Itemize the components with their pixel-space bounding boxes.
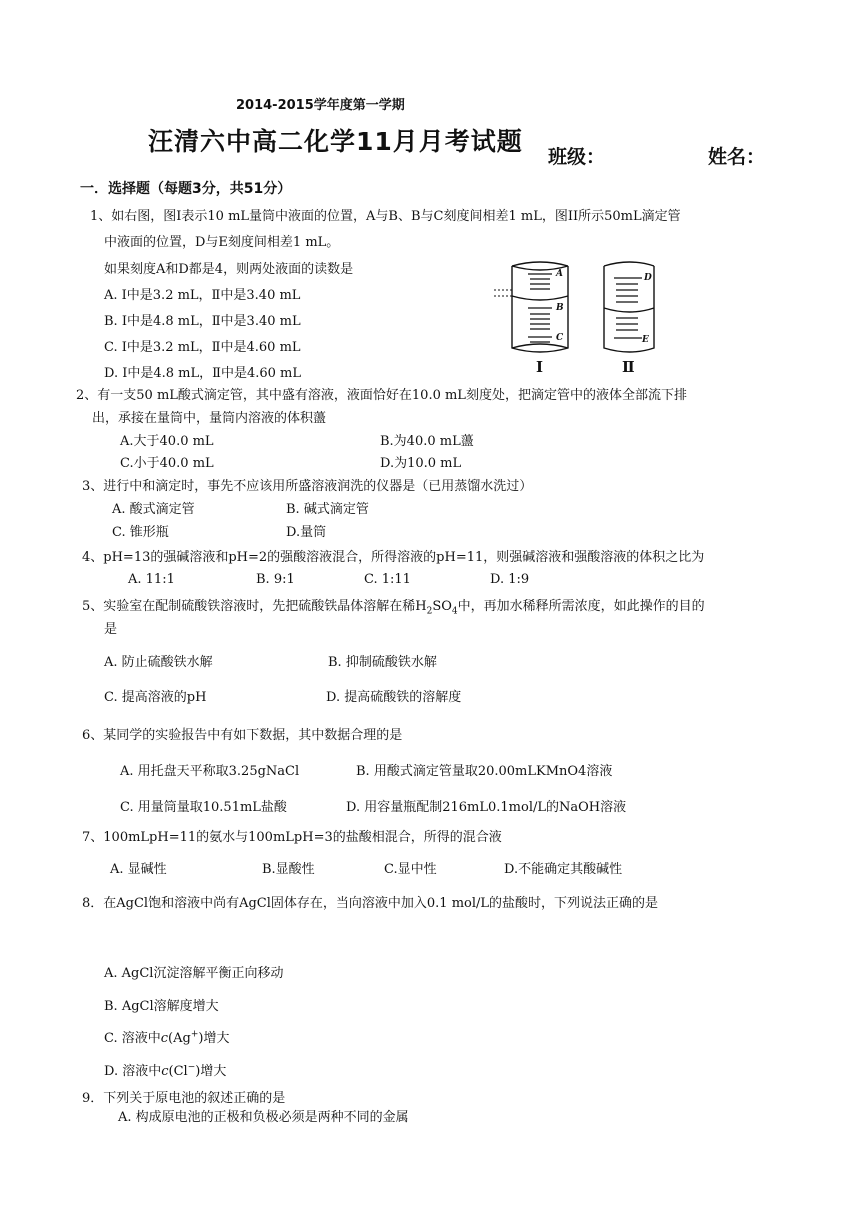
q2-stem-line1: 2、有一支50 mL酸式滴定管，其中盛有溶液，液面恰好在10.0 mL刻度处，把滴定管中的液体全部流下排	[76, 388, 687, 403]
exam-title: 汪清六中高二化学11月月考试题	[148, 127, 523, 156]
name-label: 姓名：	[708, 146, 766, 168]
q3-stem: 3、进行中和滴定时，事先不应该用所盛溶液润洗的仪器是（已用蒸馏水洗过）	[82, 479, 533, 494]
q6-option-a: A. 用托盘天平称取3.25gNaCl	[120, 764, 300, 779]
q7-option-a: A. 显碱性	[110, 862, 167, 877]
q3-option-c: C. 锥形瓶	[112, 525, 169, 540]
fig-label-e: E	[642, 335, 649, 345]
school-year: 2014-2015学年度第一学期	[236, 98, 405, 113]
q6-option-d: D. 用容量瓶配制216mL0.1mol/L的NaOH溶液	[346, 800, 627, 815]
q5-option-c: C. 提高溶液的pH	[104, 690, 207, 705]
q6-stem: 6、某同学的实验报告中有如下数据，其中数据合理的是	[82, 728, 403, 743]
q5-stem-line2: 是	[104, 622, 118, 637]
q3-option-a: A. 酸式滴定管	[112, 502, 195, 517]
q5-option-d: D. 提高硫酸铁的溶解度	[326, 690, 462, 705]
q1-stem-line1: 1、如右图，图Ⅰ表示10 mL量筒中液面的位置，A与B、B与C刻度间相差1 mL，图II所示50mL滴定管	[90, 209, 681, 224]
fig-label-ii: Ⅱ	[622, 358, 635, 376]
q1-option-b: B. Ⅰ中是4.8 mL，Ⅱ中是3.40 mL	[104, 314, 301, 329]
fig-label-b: B	[556, 303, 564, 313]
q4-option-c: C. 1:11	[364, 572, 411, 587]
q2-option-c: C.小于40.0 mL	[120, 456, 214, 471]
q2-option-d: D.为10.0 mL	[380, 456, 462, 471]
q2-option-b: B.为40.0 mL蘯	[380, 434, 474, 449]
q8-option-b: B. AgCl溶解度增大	[104, 999, 219, 1014]
q1-stem-line2: 中液面的位置，D与E刻度间相差1 mL。	[104, 235, 340, 250]
q1-option-c: C. Ⅰ中是3.2 mL，Ⅱ中是4.60 mL	[104, 340, 301, 355]
q4-stem: 4、pH=13的强碱溶液和pH=2的强酸溶液混合，所得溶液的pH=11，则强碱溶液和强酸溶液的体积之比为	[82, 550, 705, 565]
q7-option-b: B.显酸性	[262, 862, 315, 877]
q7-option-c: C.显中性	[384, 862, 437, 877]
section-heading: 一．选择题（每题3分，共51分）	[80, 181, 292, 197]
q3-option-d: D.量筒	[286, 525, 327, 540]
q6-option-b: B. 用酸式滴定管量取20.00mLKMnO4溶液	[356, 764, 613, 779]
q7-option-d: D.不能确定其酸碱性	[504, 862, 623, 877]
q8-option-c: C. 溶液中c(Ag+)增大	[104, 1029, 230, 1046]
q7-stem: 7、100mLpH=11的氨水与100mLpH=3的盐酸相混合，所得的混合液	[82, 830, 502, 845]
q5-option-a: A. 防止硫酸铁水解	[104, 655, 213, 670]
q8-option-d: D. 溶液中c(Cl−)增大	[104, 1062, 227, 1079]
fig-label-i: Ⅰ	[536, 358, 544, 376]
fig-label-a: A	[556, 269, 563, 279]
class-label: 班级：	[548, 146, 606, 168]
q8-stem: 8．在AgCl饱和溶液中尚有AgCl固体存在，当向溶液中加入0.1 mol/L的盐酸时，下列说法正确的是	[82, 896, 659, 911]
q8-option-a: A. AgCl沉淀溶解平衡正向移动	[104, 966, 284, 981]
q6-option-c: C. 用量筒量取10.51mL盐酸	[120, 800, 287, 815]
q9-stem: 9．下列关于原电池的叙述正确的是	[82, 1091, 286, 1106]
q4-option-b: B. 9:1	[256, 572, 295, 587]
q1-option-d: D. Ⅰ中是4.8 mL，Ⅱ中是4.60 mL	[104, 366, 301, 381]
q4-option-a: A. 11:1	[128, 572, 175, 587]
q1-stem-line3: 如果刻度A和D都是4，则两处液面的读数是	[104, 262, 354, 277]
cylinder-burette-figure	[492, 252, 668, 376]
q4-option-d: D. 1:9	[490, 572, 530, 587]
q5-option-b: B. 抑制硫酸铁水解	[328, 655, 437, 670]
q2-option-a: A.大于40.0 mL	[120, 434, 214, 449]
q2-stem-line2: 出，承接在量筒中，量筒内溶液的体积蘯	[92, 411, 327, 426]
q5-stem-line1: 5、实验室在配制硫酸铁溶液时，先把硫酸铁晶体溶解在稀$H_2SO_4$中，再加水稀释所需浓度，如此操作的目的	[82, 599, 705, 617]
q1-option-a: A. Ⅰ中是3.2 mL，Ⅱ中是3.40 mL	[104, 288, 301, 303]
fig-label-d: D	[644, 273, 652, 283]
fig-label-c: C	[556, 333, 564, 343]
q9-option-a: A. 构成原电池的正极和负极必须是两种不同的金属	[118, 1110, 409, 1125]
q3-option-b: B. 碱式滴定管	[286, 502, 369, 517]
